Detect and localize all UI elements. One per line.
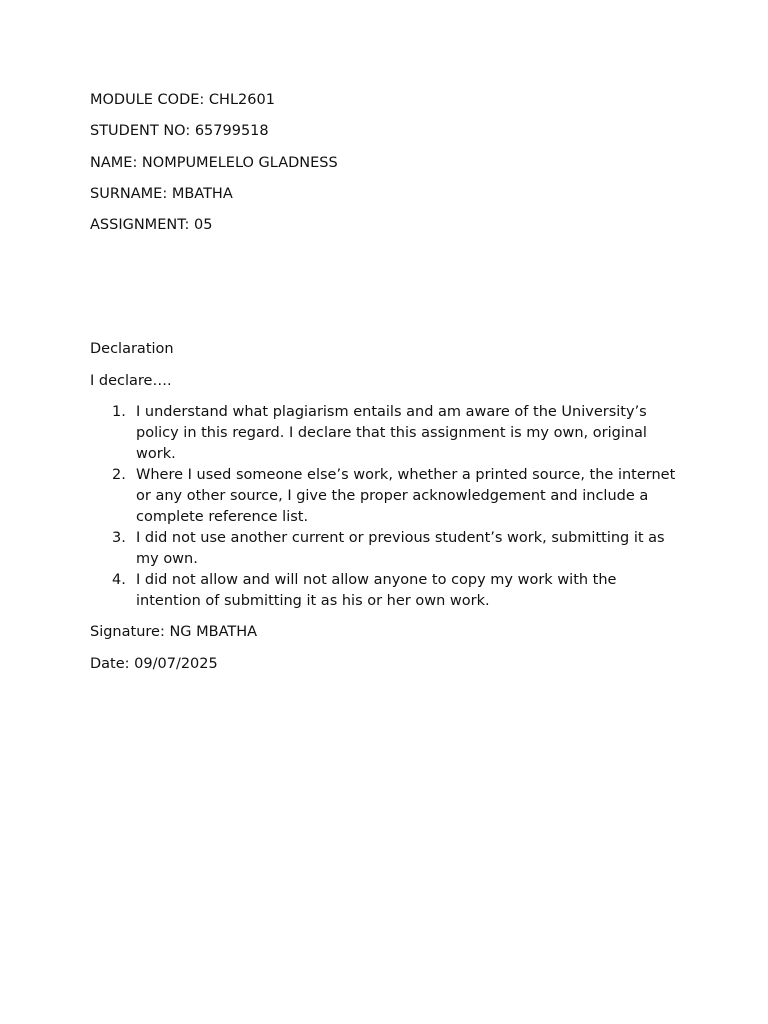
declaration-item-number: 3. — [112, 530, 126, 547]
declaration-item-text: I did not allow and will not allow anyone to copy my work with the intention of submitting it as his or her own work. — [136, 572, 617, 610]
declaration-item-number: 2. — [112, 467, 126, 484]
document-content — [90, 90, 680, 685]
student-surname: SURNAME: MBATHA — [90, 185, 233, 202]
date: Date: 09/07/2025 — [90, 655, 218, 672]
declaration-intro: I declare…. — [90, 372, 172, 389]
declaration-item-text: I understand what plagiarism entails and am aware of the University’s policy in this regard. I declare that this assignment is my own, original work. — [136, 404, 647, 463]
declaration-heading: Declaration — [90, 341, 174, 358]
declaration-item — [90, 570, 680, 612]
blank-space — [90, 246, 680, 339]
declaration-item — [90, 402, 680, 465]
declaration-item — [90, 465, 680, 528]
declaration-item — [90, 528, 680, 570]
declaration-item-number: 4. — [112, 572, 126, 589]
student-name: NAME: NOMPUMELELO GLADNESS — [90, 154, 338, 171]
declaration-list — [90, 402, 680, 612]
declaration-item-text: I did not use another current or previous student’s work, submitting it as my own. — [136, 530, 665, 568]
module-code: MODULE CODE: CHL2601 — [90, 92, 275, 108]
signature: Signature: NG MBATHA — [90, 624, 258, 641]
assignment-number: ASSIGNMENT: 05 — [90, 217, 213, 234]
declaration-item-number: 1. — [112, 404, 126, 421]
student-number: STUDENT NO: 65799518 — [90, 123, 269, 140]
declaration-item-text: Where I used someone else’s work, whether a printed source, the internet or any other source, I give the proper acknowledgement and include a complete reference list. — [136, 467, 676, 526]
